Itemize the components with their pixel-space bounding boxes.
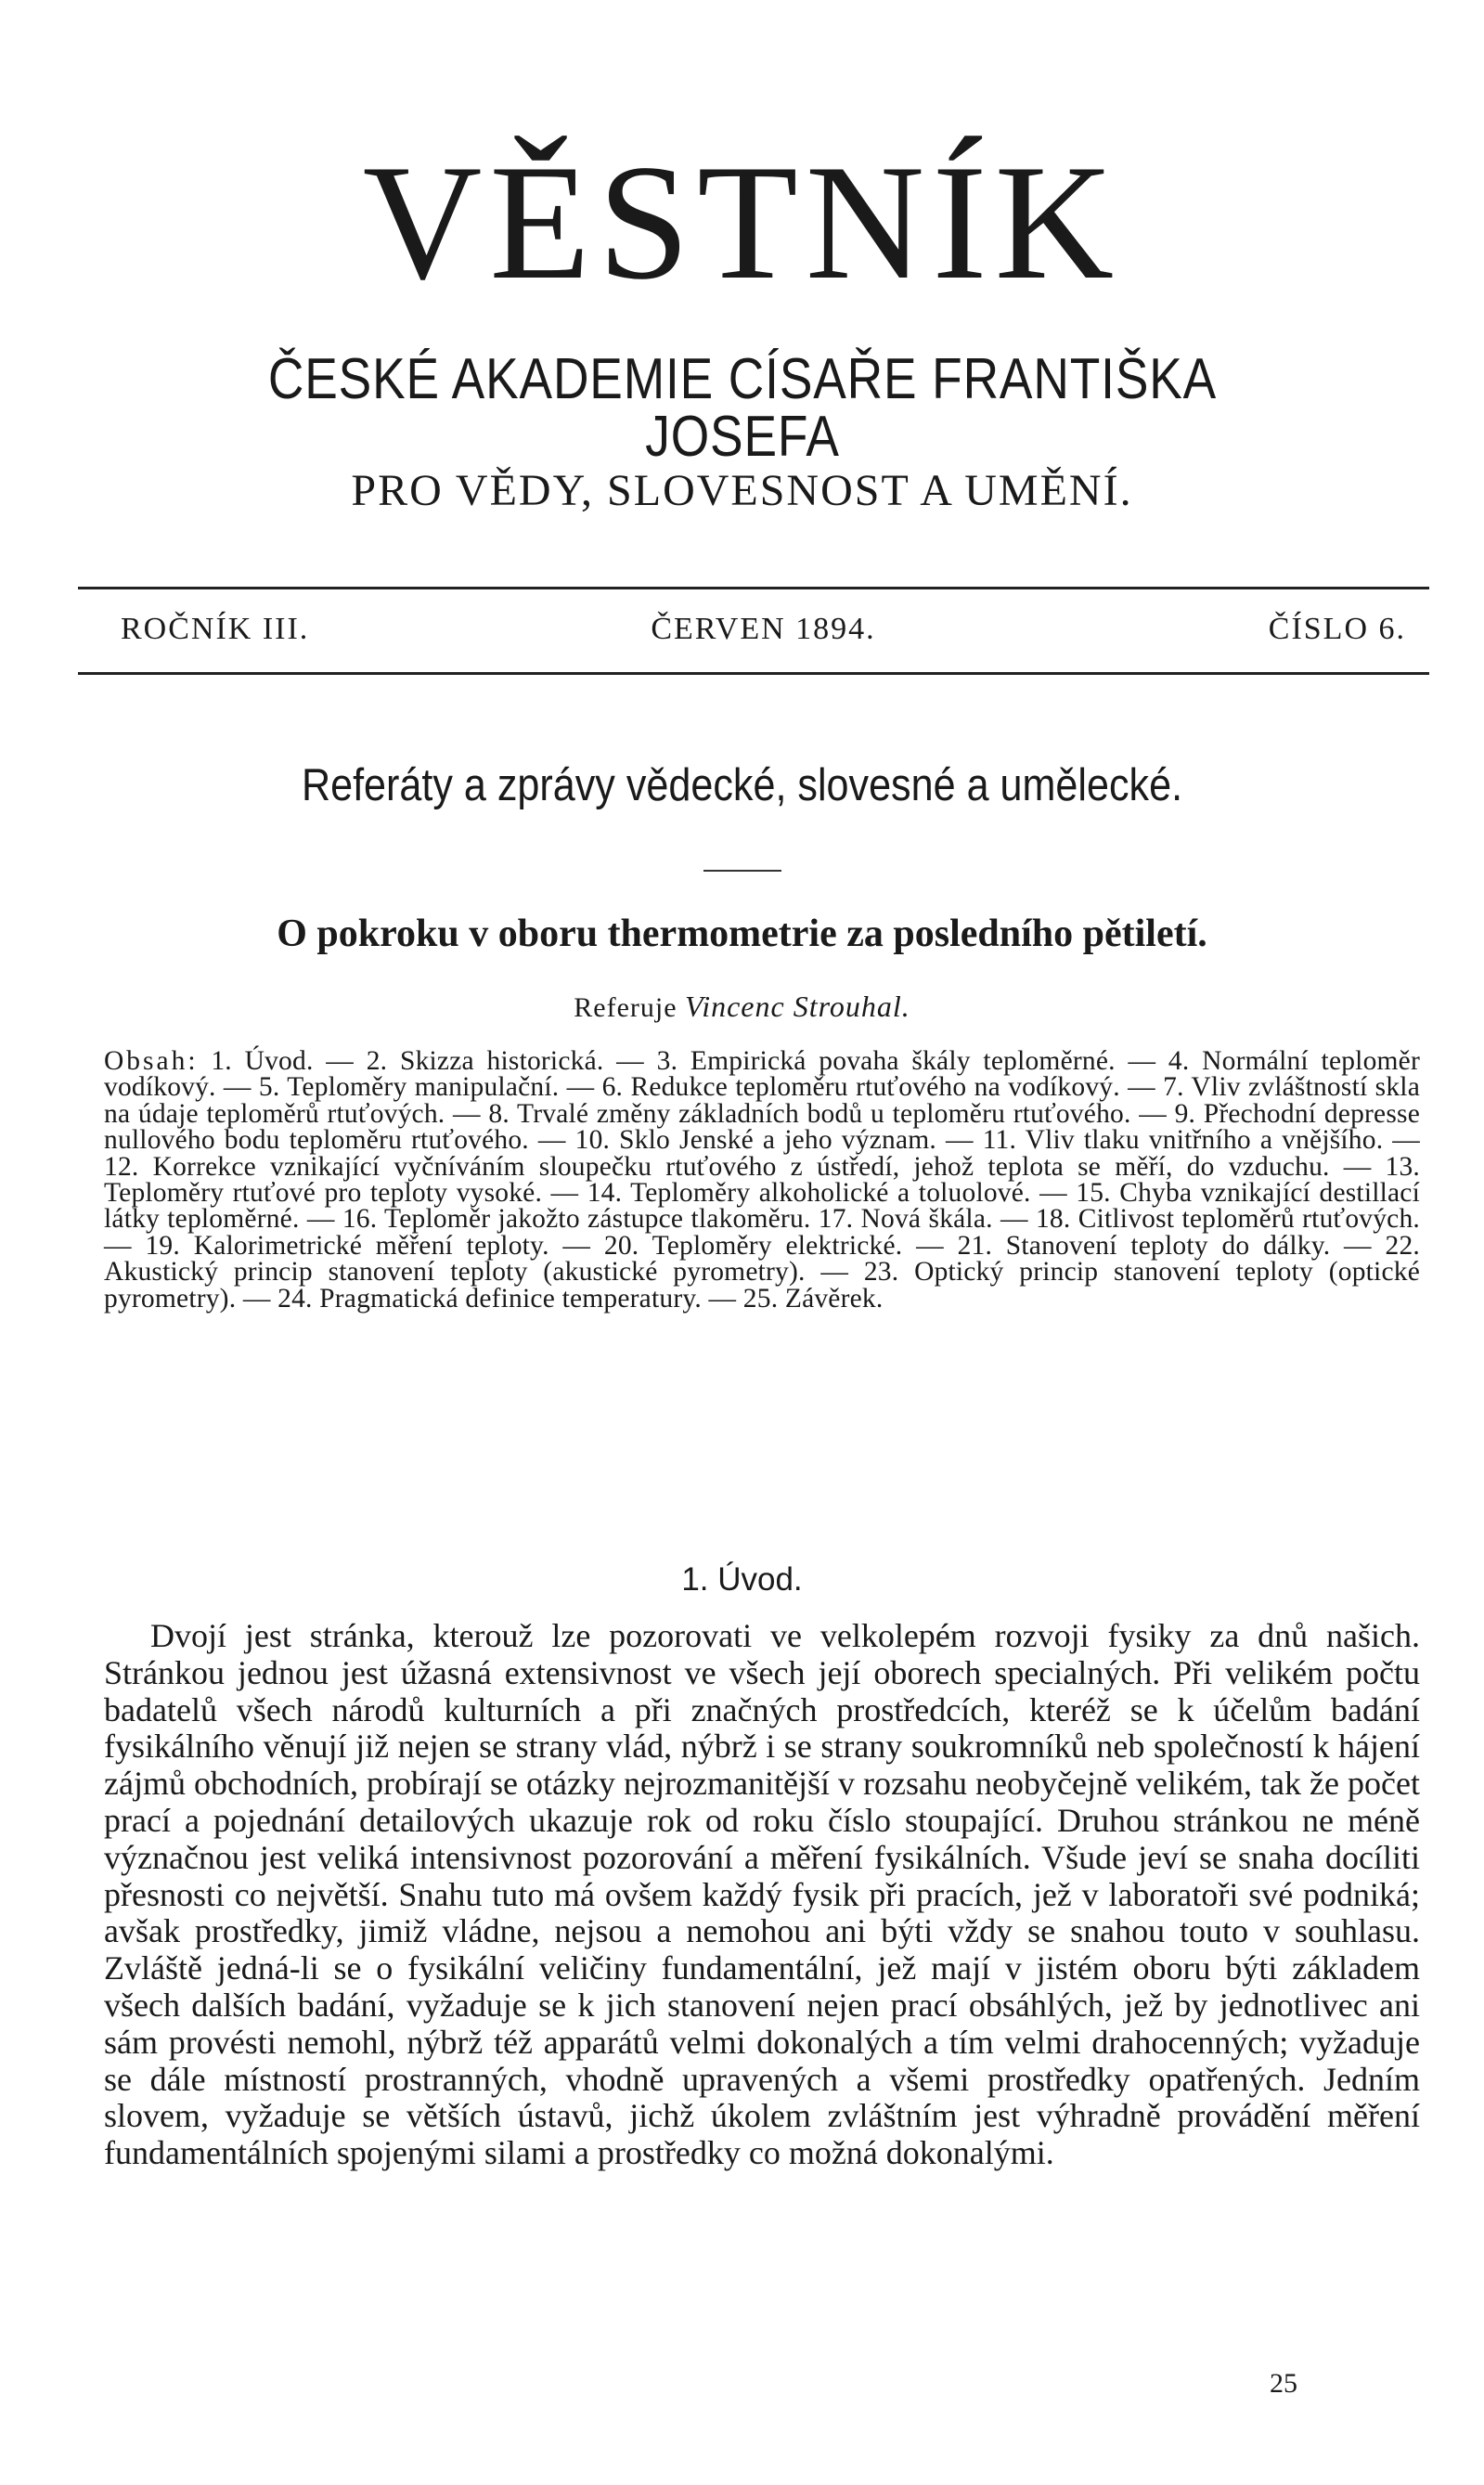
table-of-contents (104, 1048, 1420, 1312)
issue-date: ČERVEN 1894. (651, 612, 876, 646)
section-divider (703, 870, 781, 872)
masthead-subtitle-academy: ČESKÉ AKADEMIE CÍSAŘE FRANTIŠKA JOSEFA (267, 347, 1218, 469)
byline-author: Vincenc Strouhal. (685, 990, 910, 1023)
section-title: Referáty a zprávy vědecké, slovesné a umělecké. (301, 760, 1183, 810)
issue-info-bar (121, 611, 1406, 648)
masthead-title: VĚSTNÍK (362, 130, 1122, 314)
header-rule-top (78, 587, 1429, 589)
header-rule-bottom (78, 672, 1429, 675)
issue-number: ČÍSLO 6. (1268, 612, 1406, 646)
page-number: 25 (1270, 2368, 1297, 2399)
contents-label: Obsah: (104, 1046, 199, 1076)
issue-volume: ROČNÍK III. (121, 612, 310, 646)
masthead-subtitle-fields: PRO VĚDY, SLOVESNOST A UMĚNÍ. (351, 466, 1133, 515)
body-paragraph: Dvojí jest stránka, kterouž lze pozorovati ve velkolepém rozvoji fysiky za dnů našich. Stránkou jednou jest úžasná extensivnost ve všech její oborech specialných. Při velikém počtu badatelů všech národů kulturních a při značných prostředcích, kteréž se k účelům badání fysikálního věnují již nejen se strany vlád, nýbrž i se strany soukromníků neb společností k hájení zájmů obchodních, probírají se otázky nejrozmanitější v rozsahu neobyčejně velikém, tak že počet prací a pojednání detailových ukazuje rok od roku číslo stoupající. Druhou stránkou ne méně význačnou jest veliká intensivnost pozorování a měření fysikálních. Všude jeví se snaha docíliti přesnosti co největší. Snahu tuto má ovšem každý fysik při pracích, jež v laboratoři své podniká; avšak prostředky, jimiž vládne, nejsou a nemohou ani býti vždy se snahou touto v souhlasu. Zvláště jedná-li se o fysikální veličiny fundamentální, jež mají v jistém oboru býti základem všech dalších badání, vyžaduje se k jich stanovení nejen prací obsáhlých, jež by jednotlivec ani sám provésti nemohl, nýbrž též apparátů velmi dokonalých a tím velmi drahocenných; vyžaduje se dále místností prostranných, vhodně upravených a všemi prostředky opatřených. Jedním slovem, vyžaduje se větších ústavů, jichž úkolem zvláštním jest výhradně provádění měření fundamentálních spojenými silami a prostředky co možná dokonalými. (104, 1617, 1420, 2172)
byline-prefix: Referuje (574, 992, 677, 1023)
section-heading-intro: 1. Úvod. (681, 1561, 803, 1598)
article-byline (0, 991, 1484, 1022)
article-title: O pokroku v oboru thermometrie za posledního pětiletí. (277, 912, 1207, 955)
contents-text: 1. Úvod. — 2. Skizza historická. — 3. Empirická povaha škály teploměrné. — 4. Normální teploměr vodíkový. — 5. Teploměry manipulační. — 6. Redukce teploměru rtuťového na vodíkový. — 7. Vliv zvláštností skla na údaje teploměrů rtuťových. — 8. Trvalé změny základních bodů u teploměru rtuťového. — 9. Přechodní depresse nullového bodu teploměru rtuťového. — 10. Sklo Jenské a jeho význam. — 11. Vliv tlaku vnitřního a vnějšího. — 12. Korrekce vznikající vyčníváním sloupečku rtuťového z ústředí, jehož teplota se měří, do vzduchu. — 13. Teploměry rtuťové pro teploty vysoké. — 14. Teploměry alkoholické a toluolové. — 15. Chyba vznikající destillací látky teploměrné. — 16. Teploměr jakožto zástupce tlakoměru. 17. Nová škála. — 18. Citlivost teploměrů rtuťových. — 19. Kalorimetrické měření teploty. — 20. Teploměry elektrické. — 21. Stanovení teploty do dálky. — 22. Akustický princip stanovení teploty (akustické pyrometry). — 23. Optický princip stanovení teploty (optické pyrometry). — 24. Pragmatická definice temperatury. — 25. Závěrek. (104, 1046, 1420, 1314)
